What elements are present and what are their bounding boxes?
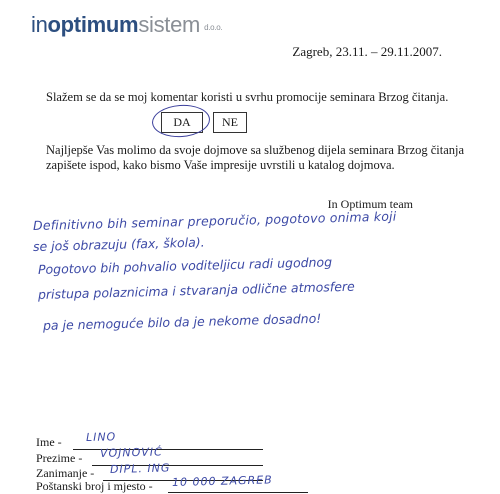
name-label: Ime - <box>36 435 62 449</box>
name-value[interactable]: LINO <box>85 430 117 444</box>
postal-value[interactable]: 10 000 ZAGREB <box>171 473 273 489</box>
company-logo <box>31 12 222 38</box>
surname-value[interactable]: VOJNOVIĆ <box>99 445 163 460</box>
occupation-value[interactable]: DIPL. ING <box>109 461 171 476</box>
consent-no-box[interactable]: NE <box>213 112 247 133</box>
date-range: Zagreb, 23.11. – 29.11.2007. <box>292 44 442 59</box>
occupation-label: Zanimanje - <box>36 466 95 480</box>
logo-in: in <box>31 12 48 37</box>
logo-optimum: optimum <box>47 12 139 37</box>
signature-team: In Optimum team <box>327 197 413 211</box>
logo-doo: d.o.o. <box>204 23 223 32</box>
logo-sistem: sistem <box>138 12 201 37</box>
postal-label: Poštanski broj i mjesto - <box>36 479 153 493</box>
surname-label: Prezime - <box>36 451 83 465</box>
comment-line: Pogotovo bih pohvalio voditeljicu radi ugodnog <box>37 254 333 277</box>
consent-yes-box[interactable]: DA <box>161 112 203 133</box>
comment-line: pa je nemoguće bilo da je nekome dosadno! <box>42 310 322 333</box>
comment-line: se još obrazuju (fax, škola). <box>32 234 205 254</box>
request-text: Najljepše Vas molimo da svoje dojmove sa službenog dijela seminara Brzog čitanja zapišete ispod, kako bismo Vaše impresije uvrstili u katalog dojmova. <box>46 143 465 172</box>
comment-line: pristupa polaznicima i stvaranja odlične atmosfere <box>37 278 355 302</box>
consent-statement: Slažem se da se moj komentar koristi u svrhu promocije seminara Brzog čitanja. <box>46 90 449 104</box>
comment-line: Definitivno bih seminar preporučio, pogotovo onima koji <box>32 208 397 233</box>
